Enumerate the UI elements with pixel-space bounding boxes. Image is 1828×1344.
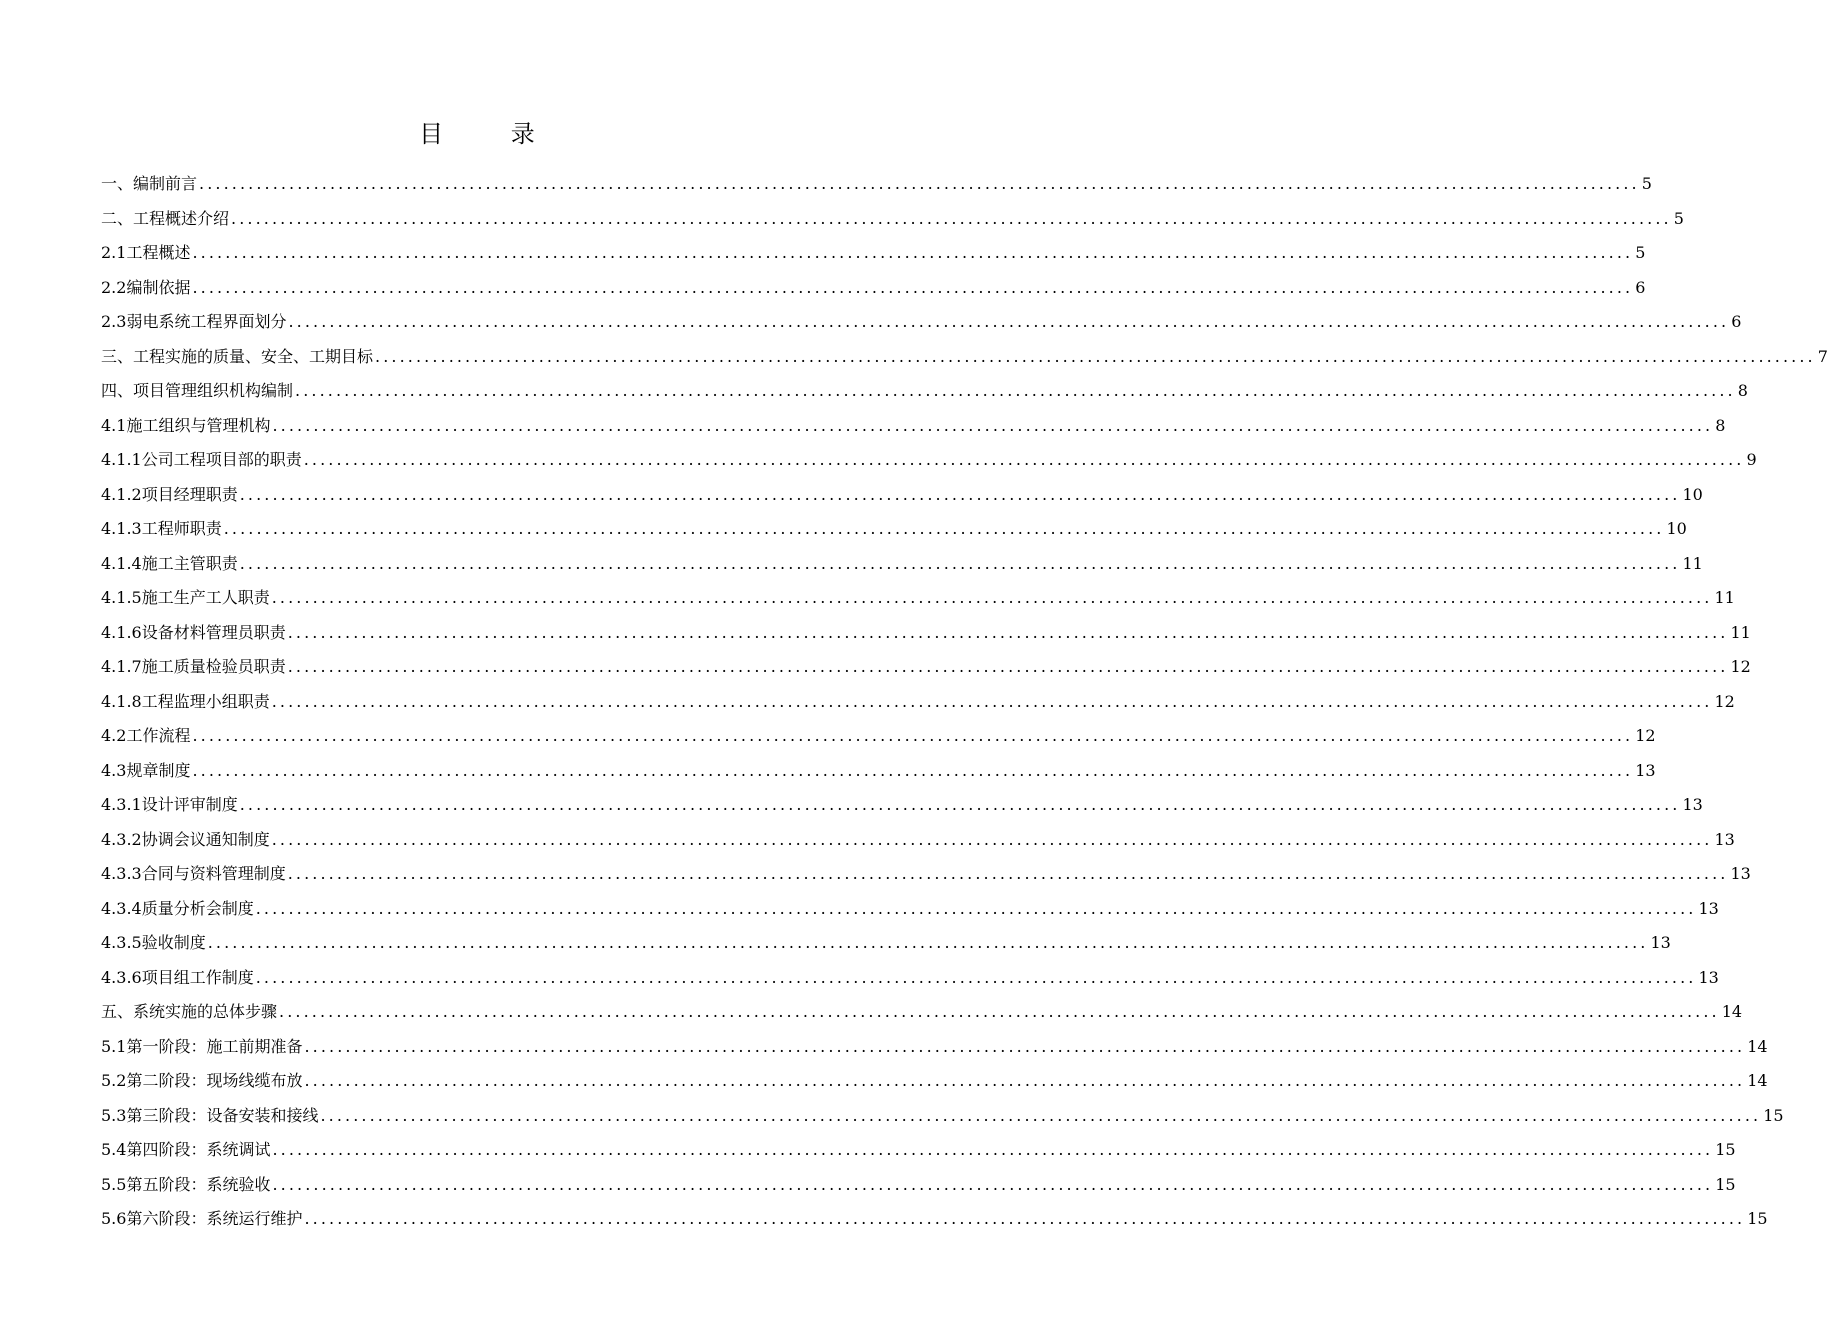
toc-entry-number: 4.1.8 xyxy=(101,691,142,711)
toc-entry-title: 一、编制前言 xyxy=(101,174,198,194)
toc-entry-title: 第一阶段：施工前期准备 xyxy=(126,1036,303,1056)
toc-dot-leader: ................................................................................................................................................................................ xyxy=(272,1174,1714,1194)
toc-entry-number: 4.3.5 xyxy=(101,933,142,953)
toc-entry[interactable] xyxy=(101,995,1743,1030)
toc-entry-page-number: 15 xyxy=(1763,1105,1784,1125)
toc-entry-page-number: 13 xyxy=(1714,829,1735,849)
toc-entry-page-number: 13 xyxy=(1698,898,1719,918)
toc-entry[interactable] xyxy=(101,719,1656,754)
toc-dot-leader: ................................................................................................................................................................................ xyxy=(255,898,1697,918)
toc-entry-page-number: 14 xyxy=(1721,1002,1743,1022)
toc-dot-leader: ................................................................................................................................................................................ xyxy=(231,208,1672,228)
toc-entry-title: 第二阶段：现场线缆布放 xyxy=(126,1071,303,1091)
toc-entry-title: 五、系统实施的总体步骤 xyxy=(101,1002,278,1022)
toc-entry-page-number: 5 xyxy=(1641,174,1652,194)
toc-entry-number: 4.1.6 xyxy=(101,622,142,642)
toc-entry-title: 项目组工作制度 xyxy=(141,967,254,987)
toc-dot-leader: ................................................................................................................................................................................ xyxy=(271,829,1713,849)
toc-dot-leader: ................................................................................................................................................................................ xyxy=(279,1002,1720,1022)
toc-entry-title: 三、工程实施的质量、安全、工期目标 xyxy=(101,346,374,366)
toc-entry-number: 4.3 xyxy=(101,760,127,780)
toc-entry[interactable] xyxy=(101,961,1719,996)
toc-entry-number: 4.3.1 xyxy=(101,795,142,815)
toc-entry-page-number: 12 xyxy=(1635,726,1656,746)
toc-entry-page-number: 13 xyxy=(1730,864,1751,884)
toc-entry-page-number: 12 xyxy=(1730,657,1751,677)
toc-entry-number: 4.1.7 xyxy=(101,657,142,677)
toc-dot-leader: ................................................................................................................................................................................ xyxy=(271,691,1713,711)
toc-entry[interactable] xyxy=(101,1168,1736,1203)
toc-entry-number: 4.3.2 xyxy=(101,829,142,849)
toc-entry-number: 5.5 xyxy=(101,1174,127,1194)
toc-entry[interactable] xyxy=(101,754,1656,789)
toc-entry[interactable] xyxy=(101,1030,1768,1065)
toc-entry[interactable] xyxy=(101,1133,1736,1168)
toc-entry[interactable] xyxy=(101,374,1748,409)
toc-entry-title: 施工生产工人职责 xyxy=(141,588,270,608)
toc-dot-leader: ................................................................................................................................................................................ xyxy=(288,312,1730,332)
toc-entry-number: 5.3 xyxy=(101,1105,127,1125)
toc-entry-page-number: 13 xyxy=(1650,933,1671,953)
toc-entry-page-number: 13 xyxy=(1682,795,1703,815)
toc-entry-page-number: 10 xyxy=(1666,519,1687,539)
toc-entry-title: 第三阶段：设备安装和接线 xyxy=(126,1105,319,1125)
toc-dot-leader: ................................................................................................................................................................................ xyxy=(303,450,1745,470)
toc-entry-title: 弱电系统工程界面划分 xyxy=(126,312,287,332)
toc-dot-leader: ................................................................................................................................................................................ xyxy=(304,1071,1746,1091)
toc-entry-title: 协调会议通知制度 xyxy=(141,829,270,849)
toc-dot-leader: ................................................................................................................................................................................ xyxy=(271,588,1713,608)
toc-entry-number: 5.4 xyxy=(101,1140,127,1160)
toc-entry[interactable] xyxy=(101,1202,1768,1237)
toc-entry-page-number: 6 xyxy=(1635,277,1646,297)
toc-dot-leader: ................................................................................................................................................................................ xyxy=(255,967,1697,987)
toc-entry-number: 5.6 xyxy=(101,1209,127,1229)
toc-entry-page-number: 12 xyxy=(1714,691,1735,711)
toc-entry-number: 4.1.1 xyxy=(101,450,142,470)
toc-entry-title: 工程师职责 xyxy=(141,519,222,539)
toc-entry-page-number: 9 xyxy=(1746,450,1757,470)
toc-entry-number: 5.1 xyxy=(101,1036,127,1056)
toc-entry-title: 工作流程 xyxy=(126,726,191,746)
toc-entry[interactable] xyxy=(101,892,1719,927)
toc-entry[interactable] xyxy=(101,616,1751,651)
toc-dot-leader: ................................................................................................................................................................................ xyxy=(207,933,1649,953)
toc-entry[interactable] xyxy=(101,271,1646,306)
toc-dot-leader: ................................................................................................................................................................................ xyxy=(375,346,1816,366)
toc-entry-number: 2.1 xyxy=(101,243,127,263)
toc-entry-title: 设计评审制度 xyxy=(141,795,238,815)
toc-dot-leader: ................................................................................................................................................................................ xyxy=(239,795,1681,815)
toc-entry-page-number: 8 xyxy=(1737,381,1748,401)
toc-entry-page-number: 15 xyxy=(1715,1174,1736,1194)
toc-dot-leader: ................................................................................................................................................................................ xyxy=(192,243,1634,263)
toc-entry-page-number: 11 xyxy=(1714,588,1735,608)
toc-entry-page-number: 11 xyxy=(1730,622,1751,642)
toc-entry-title: 施工主管职责 xyxy=(141,553,238,573)
toc-dot-leader: ................................................................................................................................................................................ xyxy=(192,760,1634,780)
toc-entry-title: 工程监理小组职责 xyxy=(141,691,270,711)
toc-dot-leader: ................................................................................................................................................................................ xyxy=(304,1036,1746,1056)
toc-entry[interactable] xyxy=(101,409,1726,444)
toc-entry-title: 公司工程项目部的职责 xyxy=(141,450,302,470)
toc-entry-page-number: 10 xyxy=(1682,484,1703,504)
toc-entry-page-number: 5 xyxy=(1635,243,1646,263)
toc-entry-page-number: 7 xyxy=(1817,346,1828,366)
toc-entry[interactable] xyxy=(101,512,1687,547)
toc-dot-leader: ................................................................................................................................................................................ xyxy=(272,1140,1714,1160)
toc-list xyxy=(101,167,1828,1237)
toc-entry[interactable] xyxy=(101,581,1735,616)
toc-entry-title: 合同与资料管理制度 xyxy=(141,864,286,884)
toc-entry[interactable] xyxy=(101,650,1751,685)
toc-entry-title: 二、工程概述介绍 xyxy=(101,208,230,228)
toc-dot-leader: ................................................................................................................................................................................ xyxy=(239,484,1681,504)
toc-entry[interactable] xyxy=(101,202,1684,237)
toc-entry-page-number: 8 xyxy=(1715,415,1726,435)
toc-entry-number: 4.1 xyxy=(101,415,127,435)
toc-entry[interactable] xyxy=(101,1099,1784,1134)
toc-dot-leader: ................................................................................................................................................................................ xyxy=(223,519,1665,539)
toc-entry-page-number: 11 xyxy=(1682,553,1703,573)
toc-entry-title: 设备材料管理员职责 xyxy=(141,622,286,642)
toc-entry-number: 5.2 xyxy=(101,1071,127,1091)
toc-entry-number: 4.1.5 xyxy=(101,588,142,608)
toc-entry-page-number: 15 xyxy=(1715,1140,1736,1160)
toc-entry[interactable] xyxy=(101,547,1703,582)
toc-entry-page-number: 5 xyxy=(1673,208,1684,228)
toc-entry[interactable] xyxy=(101,236,1646,271)
toc-dot-leader: ................................................................................................................................................................................ xyxy=(192,277,1634,297)
toc-entry-title: 工程概述 xyxy=(126,243,191,263)
toc-entry-number: 4.3.3 xyxy=(101,864,142,884)
toc-entry-number: 2.3 xyxy=(101,312,127,332)
toc-entry[interactable] xyxy=(101,823,1735,858)
toc-dot-leader: ................................................................................................................................................................................ xyxy=(295,381,1736,401)
toc-entry-title: 第四阶段：系统调试 xyxy=(126,1140,271,1160)
toc-entry-number: 2.2 xyxy=(101,277,127,297)
toc-entry-title: 四、项目管理组织机构编制 xyxy=(101,381,294,401)
toc-dot-leader: ................................................................................................................................................................................ xyxy=(192,726,1634,746)
toc-entry-number: 4.1.4 xyxy=(101,553,142,573)
toc-entry[interactable] xyxy=(101,478,1703,513)
toc-dot-leader: ................................................................................................................................................................................ xyxy=(304,1209,1746,1229)
toc-entry-page-number: 6 xyxy=(1731,312,1742,332)
toc-entry-number: 4.2 xyxy=(101,726,127,746)
toc-entry-title: 编制依据 xyxy=(126,277,191,297)
toc-entry-title: 第五阶段：系统验收 xyxy=(126,1174,271,1194)
toc-entry[interactable] xyxy=(101,305,1742,340)
toc-entry-title: 项目经理职责 xyxy=(141,484,238,504)
toc-entry-number: 4.3.6 xyxy=(101,967,142,987)
toc-entry-page-number: 13 xyxy=(1698,967,1719,987)
toc-entry[interactable] xyxy=(101,857,1751,892)
toc-dot-leader: ................................................................................................................................................................................ xyxy=(239,553,1681,573)
toc-entry-title: 施工质量检验员职责 xyxy=(141,657,286,677)
toc-title: 目 录 xyxy=(419,120,565,148)
toc-entry[interactable] xyxy=(101,340,1828,375)
toc-entry[interactable] xyxy=(101,926,1671,961)
toc-dot-leader: ................................................................................................................................................................................ xyxy=(287,622,1729,642)
toc-dot-leader: ................................................................................................................................................................................ xyxy=(287,864,1729,884)
toc-entry-page-number: 14 xyxy=(1747,1071,1768,1091)
toc-entry[interactable] xyxy=(101,443,1757,478)
toc-entry[interactable] xyxy=(101,167,1652,202)
toc-entry[interactable] xyxy=(101,1064,1768,1099)
toc-entry[interactable] xyxy=(101,685,1735,720)
toc-entry-page-number: 14 xyxy=(1747,1036,1768,1056)
toc-entry-title: 第六阶段：系统运行维护 xyxy=(126,1209,303,1229)
toc-entry-number: 4.1.2 xyxy=(101,484,142,504)
toc-entry-title: 规章制度 xyxy=(126,760,191,780)
toc-entry-number: 4.1.3 xyxy=(101,519,142,539)
toc-dot-leader: ................................................................................................................................................................................ xyxy=(272,415,1714,435)
toc-dot-leader: ................................................................................................................................................................................ xyxy=(320,1105,1762,1125)
toc-entry[interactable] xyxy=(101,788,1703,823)
toc-dot-leader: ................................................................................................................................................................................ xyxy=(287,657,1729,677)
toc-entry-title: 验收制度 xyxy=(141,933,206,953)
toc-dot-leader: ................................................................................................................................................................................ xyxy=(199,174,1640,194)
toc-entry-number: 4.3.4 xyxy=(101,898,142,918)
toc-entry-page-number: 15 xyxy=(1747,1209,1768,1229)
toc-entry-title: 施工组织与管理机构 xyxy=(126,415,271,435)
toc-entry-page-number: 13 xyxy=(1635,760,1656,780)
toc-entry-title: 质量分析会制度 xyxy=(141,898,254,918)
